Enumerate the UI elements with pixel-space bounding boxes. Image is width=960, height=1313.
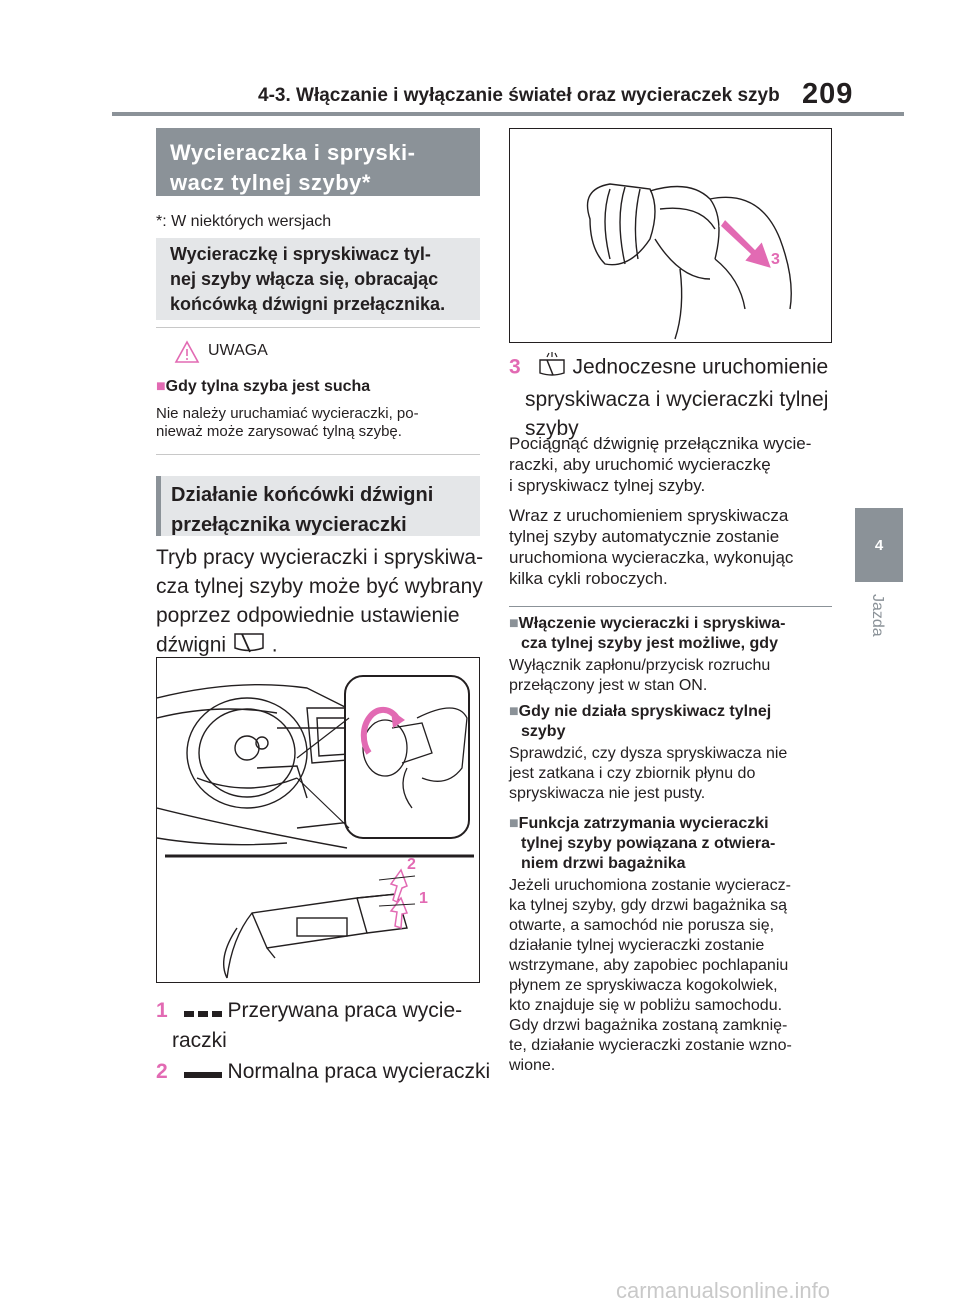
notes-rule <box>509 606 832 607</box>
chapter-tab-number: 4 <box>874 536 884 554</box>
intro-box: Wycieraczkę i spryskiwacz tyl- nej szyby włącza się, obracając końcówką dźwigni przełącznika. <box>156 238 480 320</box>
list-item-1: 1 Przerywana praca wycie- raczki <box>156 996 462 1055</box>
warning-icon <box>174 340 200 369</box>
intermittent-icon <box>184 997 222 1026</box>
note-3: ■Funkcja zatrzymania wycieraczki tylnej szyby powiązana z otwiera- niem drzwi bagażnika Jeżeli uruchomiona zostanie wycieracz- ka tylnej szyby, gdy drzwi bagażnika są otwarte, a samochód nie porusza się, działanie tylnej wycieraczki zostanie wstrzymane, aby zapobiec pochlapaniu płynem ze spryskiwacza kogokolwiek, kto znajduje się w pobliżu samochodu. Gdy drzwi bagażnika zostaną zamknię- te, działanie wycieraczki zostanie wzno- wione. <box>509 815 792 1074</box>
chapter-tab[interactable] <box>855 508 903 582</box>
dashboard-lever-drawing <box>157 658 478 981</box>
chapter-title: 4-3. Włączanie i wyłączanie świateł oraz wycieraczek szyb <box>258 85 780 106</box>
warning-text: Nie należy uruchamiać wycieraczki, po- nieważ może zarysować tylną szybę. <box>156 405 419 440</box>
warning-heading: ■Gdy tylna szyba jest sucha <box>156 378 371 395</box>
watermark: carmanualsonline.info <box>616 1278 831 1303</box>
fig-label-1: 1 <box>419 890 428 907</box>
section-header-lever: Działanie końcówki dźwigni przełącznika wycieraczki <box>156 476 480 536</box>
washer-icon <box>537 351 567 385</box>
footnote: *: W niektórych wersjach <box>156 213 332 230</box>
list-item-2: 2 Normalna praca wycieraczki <box>156 1057 490 1087</box>
chapter-tab-label: Jazda <box>869 594 886 637</box>
note-1: ■Włączenie wycieraczki i spryskiwa- cza tylnej szyby jest możliwe, gdy Wyłącznik zapłonu/przycisk rozruchu przełączony jest w stan ON. <box>509 615 786 694</box>
warning-label: UWAGA <box>208 342 268 359</box>
normal-icon <box>184 1058 222 1087</box>
figure-lever-illustration <box>156 657 480 983</box>
figure-pull-lever <box>509 128 832 343</box>
page-number: 209 <box>802 78 854 110</box>
header-rule <box>112 112 904 116</box>
paragraph-1: Pociągnąć dźwignię przełącznika wycie- raczki, aby uruchomić wycieraczkę i spryskiwacz tylnej szyby. <box>509 434 812 495</box>
section-header-rear-wiper: Wycieraczka i spryski- wacz tylnej szyby* <box>156 128 480 196</box>
body-text: Tryb pracy wycieraczki i spryskiwa- cza tylnej szyby może być wybrany poprzez odpowiednie ustawienie dźwigni . <box>156 543 483 662</box>
warning-box <box>156 327 480 455</box>
paragraph-2: Wraz z uruchomieniem spryskiwacza tylnej szyby automatycznie zostanie uruchomiona wycieraczka, wykonując kilka cykli roboczych. <box>509 506 794 588</box>
fig-label-3: 3 <box>771 251 780 268</box>
hand-pull-drawing <box>510 129 830 341</box>
note-2: ■Gdy nie działa spryskiwacz tylnej szyby Sprawdzić, czy dysza spryskiwacza nie jest zatkana i czy zbiornik płynu do spryskiwacza nie jest pusty. <box>509 703 788 802</box>
fig-label-2: 2 <box>407 856 416 873</box>
list-item-3: 3 Jednoczesne uruchomienie spryskiwacza i wycieraczki tylnej szyby <box>509 351 828 443</box>
